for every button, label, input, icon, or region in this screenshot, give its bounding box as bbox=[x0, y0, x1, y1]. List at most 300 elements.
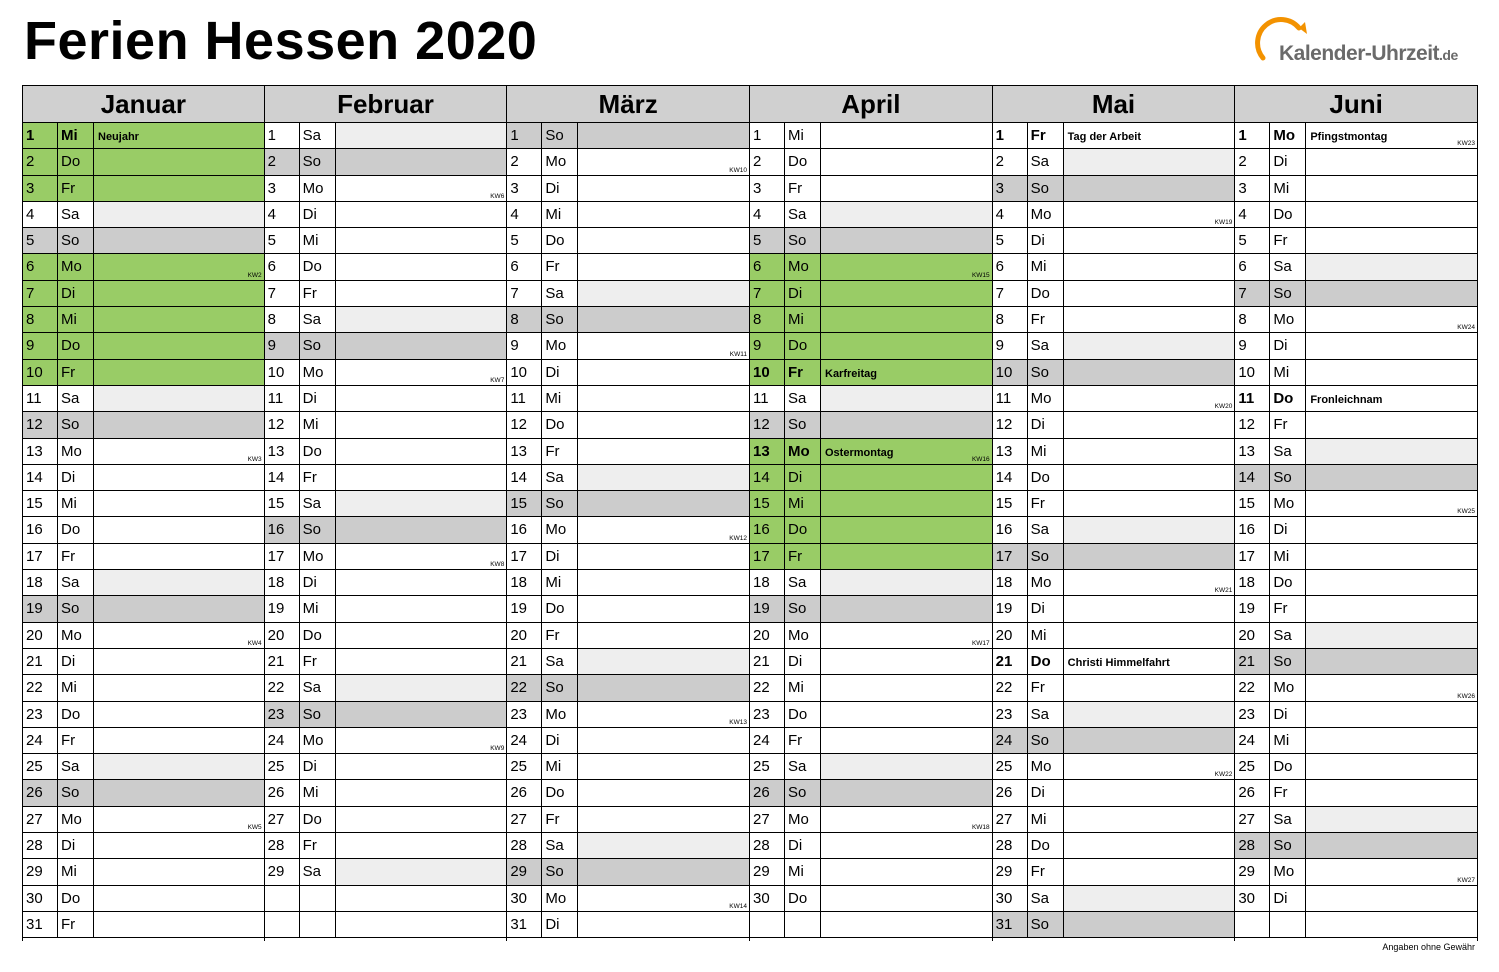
day-number: 30 bbox=[507, 886, 542, 911]
weekday: Mi bbox=[785, 675, 821, 700]
weekday: Di bbox=[542, 360, 578, 385]
day-row bbox=[507, 360, 749, 386]
day-row bbox=[23, 202, 264, 228]
day-note-cell bbox=[1306, 123, 1477, 148]
weekday: So bbox=[300, 333, 336, 358]
day-row bbox=[993, 360, 1235, 386]
day-number: 25 bbox=[507, 754, 542, 779]
day-note-cell bbox=[94, 702, 264, 727]
day-number: 16 bbox=[750, 517, 785, 542]
weekday: Sa bbox=[542, 281, 578, 306]
day-row bbox=[507, 859, 749, 885]
day-number: 10 bbox=[265, 360, 300, 385]
day-row bbox=[1235, 307, 1477, 333]
day-number: 18 bbox=[993, 570, 1028, 595]
day-number: 27 bbox=[1235, 807, 1270, 832]
day-note-cell bbox=[1064, 281, 1235, 306]
day-number: 13 bbox=[265, 439, 300, 464]
day-number: 8 bbox=[750, 307, 785, 332]
day-note-cell bbox=[1306, 702, 1477, 727]
day-number: 8 bbox=[993, 307, 1028, 332]
day-row bbox=[750, 675, 992, 701]
weekday: Fr bbox=[1028, 859, 1064, 884]
day-note-cell bbox=[1064, 307, 1235, 332]
holiday-label: Tag der Arbeit bbox=[1067, 131, 1141, 143]
day-number: 19 bbox=[507, 596, 542, 621]
day-number: 26 bbox=[993, 780, 1028, 805]
weekday: Fr bbox=[785, 544, 821, 569]
day-row bbox=[750, 176, 992, 202]
day-row bbox=[265, 281, 507, 307]
calendar-week-label: KW16 bbox=[971, 455, 990, 463]
calendar-week-label: KW11 bbox=[729, 350, 747, 358]
day-number: 4 bbox=[993, 202, 1028, 227]
weekday: Mi bbox=[1028, 807, 1064, 832]
day-number: 20 bbox=[993, 623, 1028, 648]
day-number: 26 bbox=[750, 780, 785, 805]
weekday: So bbox=[300, 702, 336, 727]
day-note-cell bbox=[336, 833, 507, 858]
weekday: Mi bbox=[1270, 728, 1306, 753]
day-number: 8 bbox=[1235, 307, 1270, 332]
day-row bbox=[23, 623, 264, 649]
weekday: Sa bbox=[542, 465, 578, 490]
weekday: Di bbox=[1270, 149, 1306, 174]
day-note-cell bbox=[821, 859, 992, 884]
day-row bbox=[23, 281, 264, 307]
day-row bbox=[23, 649, 264, 675]
day-note-cell bbox=[578, 649, 749, 674]
day-number: 3 bbox=[1235, 176, 1270, 201]
weekday: Do bbox=[1270, 386, 1306, 411]
calendar-week-label: KW15 bbox=[971, 271, 990, 279]
day-note-cell bbox=[578, 333, 749, 358]
day-note-cell bbox=[1306, 254, 1477, 279]
weekday: Fr bbox=[300, 833, 336, 858]
day-row bbox=[507, 491, 749, 517]
weekday: So bbox=[542, 675, 578, 700]
day-number: 21 bbox=[1235, 649, 1270, 674]
day-row bbox=[750, 702, 992, 728]
day-row bbox=[1235, 570, 1477, 596]
day-note-cell bbox=[336, 596, 507, 621]
day-note-cell bbox=[578, 570, 749, 595]
day-row bbox=[993, 123, 1235, 149]
day-row bbox=[1235, 439, 1477, 465]
day-number: 23 bbox=[23, 702, 58, 727]
day-number: 14 bbox=[750, 465, 785, 490]
day-number: 2 bbox=[750, 149, 785, 174]
day-note-cell bbox=[336, 123, 507, 148]
day-row bbox=[23, 333, 264, 359]
day-note-cell bbox=[578, 176, 749, 201]
weekday: Do bbox=[58, 517, 94, 542]
day-row bbox=[23, 754, 264, 780]
day-row bbox=[1235, 360, 1477, 386]
day-row bbox=[23, 491, 264, 517]
day-note-cell bbox=[1064, 544, 1235, 569]
day-number: 4 bbox=[750, 202, 785, 227]
day-row bbox=[265, 807, 507, 833]
day-row bbox=[265, 149, 507, 175]
weekday: Di bbox=[58, 465, 94, 490]
day-note-cell bbox=[94, 123, 264, 148]
day-note-cell bbox=[1064, 333, 1235, 358]
day-note-cell bbox=[336, 491, 507, 516]
day-row bbox=[1235, 465, 1477, 491]
day-row bbox=[23, 517, 264, 543]
day-row bbox=[507, 439, 749, 465]
day-note-cell bbox=[1064, 886, 1235, 911]
day-note-cell bbox=[821, 281, 992, 306]
day-row bbox=[750, 491, 992, 517]
day-note-cell bbox=[1306, 517, 1477, 542]
day-row bbox=[993, 544, 1235, 570]
day-number: 18 bbox=[507, 570, 542, 595]
day-row bbox=[993, 833, 1235, 859]
weekday: So bbox=[1028, 360, 1064, 385]
weekday: Mo bbox=[785, 439, 821, 464]
day-note-cell bbox=[821, 675, 992, 700]
day-number: 10 bbox=[993, 360, 1028, 385]
day-row bbox=[993, 517, 1235, 543]
day-number: 8 bbox=[265, 307, 300, 332]
day-number: 9 bbox=[993, 333, 1028, 358]
day-row bbox=[1235, 623, 1477, 649]
day-note-cell bbox=[94, 333, 264, 358]
weekday: Do bbox=[542, 412, 578, 437]
day-row bbox=[993, 702, 1235, 728]
day-note-cell bbox=[1306, 360, 1477, 385]
day-number: 23 bbox=[507, 702, 542, 727]
weekday: Sa bbox=[1028, 886, 1064, 911]
day-row bbox=[265, 176, 507, 202]
day-number: 18 bbox=[750, 570, 785, 595]
day-note-cell bbox=[821, 333, 992, 358]
month-column-mai bbox=[993, 86, 1236, 941]
day-number: 16 bbox=[993, 517, 1028, 542]
weekday: Do bbox=[542, 228, 578, 253]
day-number: 9 bbox=[23, 333, 58, 358]
day-number: 30 bbox=[993, 886, 1028, 911]
day-number: 22 bbox=[993, 675, 1028, 700]
day-row bbox=[23, 596, 264, 622]
weekday: Mo bbox=[300, 728, 336, 753]
day-note-cell bbox=[1064, 570, 1235, 595]
weekday bbox=[300, 912, 336, 937]
day-number: 5 bbox=[507, 228, 542, 253]
day-number: 17 bbox=[750, 544, 785, 569]
day-note-cell bbox=[1306, 833, 1477, 858]
day-row bbox=[265, 491, 507, 517]
weekday: So bbox=[542, 123, 578, 148]
weekday: Do bbox=[58, 702, 94, 727]
weekday: Do bbox=[785, 333, 821, 358]
day-number: 11 bbox=[750, 386, 785, 411]
day-number: 22 bbox=[750, 675, 785, 700]
day-note-cell bbox=[94, 202, 264, 227]
day-row bbox=[265, 886, 507, 912]
day-row bbox=[507, 886, 749, 912]
day-number: 21 bbox=[993, 649, 1028, 674]
day-number: 6 bbox=[265, 254, 300, 279]
day-row bbox=[1235, 833, 1477, 859]
day-row bbox=[265, 754, 507, 780]
day-note-cell bbox=[1064, 780, 1235, 805]
day-number: 29 bbox=[507, 859, 542, 884]
day-note-cell bbox=[1064, 491, 1235, 516]
weekday: Di bbox=[58, 833, 94, 858]
weekday: Mo bbox=[785, 807, 821, 832]
day-number: 15 bbox=[993, 491, 1028, 516]
weekday: Do bbox=[785, 702, 821, 727]
weekday: Fr bbox=[1270, 412, 1306, 437]
weekday: Di bbox=[1028, 596, 1064, 621]
weekday: Mo bbox=[785, 623, 821, 648]
weekday: Do bbox=[58, 149, 94, 174]
day-number: 19 bbox=[23, 596, 58, 621]
day-number: 30 bbox=[23, 886, 58, 911]
day-note-cell bbox=[578, 702, 749, 727]
weekday: So bbox=[1028, 728, 1064, 753]
holiday-label: Ostermontag bbox=[825, 446, 894, 459]
weekday: So bbox=[58, 780, 94, 805]
day-note-cell bbox=[578, 859, 749, 884]
weekday: Di bbox=[58, 281, 94, 306]
weekday: Fr bbox=[58, 544, 94, 569]
calendar-grid bbox=[22, 85, 1478, 941]
holiday-label: Fronleichnam bbox=[1310, 393, 1383, 406]
logo-name: Kalender-Uhrzeit bbox=[1279, 42, 1440, 65]
weekday: Mi bbox=[785, 859, 821, 884]
day-row bbox=[507, 544, 749, 570]
holiday-label: Pfingstmontag bbox=[1310, 131, 1388, 143]
day-number: 31 bbox=[507, 912, 542, 937]
day-number bbox=[265, 886, 300, 911]
day-row bbox=[1235, 649, 1477, 675]
calendar-week-label: KW27 bbox=[1457, 876, 1475, 884]
day-row bbox=[1235, 912, 1477, 938]
day-note-cell bbox=[1064, 596, 1235, 621]
day-note-cell bbox=[1306, 439, 1477, 464]
day-number: 7 bbox=[23, 281, 58, 306]
weekday: So bbox=[1028, 912, 1064, 937]
weekday: Do bbox=[1028, 649, 1064, 674]
day-note-cell bbox=[336, 754, 507, 779]
day-note-cell bbox=[94, 675, 264, 700]
day-note-cell bbox=[94, 465, 264, 490]
day-note-cell bbox=[821, 780, 992, 805]
month-header: März bbox=[507, 86, 749, 123]
day-row bbox=[750, 228, 992, 254]
day-number: 27 bbox=[750, 807, 785, 832]
day-note-cell bbox=[578, 807, 749, 832]
holiday-label: Karfreitag bbox=[825, 367, 877, 380]
day-note-cell bbox=[336, 307, 507, 332]
day-number: 18 bbox=[265, 570, 300, 595]
day-note-cell bbox=[821, 123, 992, 148]
day-note-cell bbox=[578, 254, 749, 279]
weekday: Fr bbox=[542, 439, 578, 464]
day-note-cell bbox=[94, 228, 264, 253]
weekday: Mo bbox=[1270, 307, 1306, 332]
weekday: Sa bbox=[785, 386, 821, 411]
day-number: 1 bbox=[993, 123, 1028, 148]
day-row bbox=[507, 228, 749, 254]
day-number: 30 bbox=[750, 886, 785, 911]
weekday: Sa bbox=[300, 859, 336, 884]
day-number: 27 bbox=[507, 807, 542, 832]
day-note-cell bbox=[578, 886, 749, 911]
logo-tld: .de bbox=[1439, 47, 1458, 63]
day-number: 12 bbox=[750, 412, 785, 437]
day-row bbox=[507, 517, 749, 543]
day-number: 9 bbox=[750, 333, 785, 358]
weekday: Fr bbox=[785, 176, 821, 201]
day-number: 1 bbox=[23, 123, 58, 148]
day-number: 12 bbox=[1235, 412, 1270, 437]
day-row bbox=[993, 859, 1235, 885]
day-number: 19 bbox=[993, 596, 1028, 621]
day-row bbox=[1235, 176, 1477, 202]
day-note-cell bbox=[94, 386, 264, 411]
day-number: 25 bbox=[23, 754, 58, 779]
day-row bbox=[750, 123, 992, 149]
day-number: 1 bbox=[265, 123, 300, 148]
day-row bbox=[1235, 780, 1477, 806]
calendar-week-label: KW25 bbox=[1457, 508, 1475, 516]
weekday: Do bbox=[542, 780, 578, 805]
day-note-cell bbox=[1306, 228, 1477, 253]
day-note-cell bbox=[578, 307, 749, 332]
month-column-februar bbox=[265, 86, 508, 941]
day-row bbox=[750, 333, 992, 359]
day-note-cell bbox=[336, 439, 507, 464]
day-number: 4 bbox=[1235, 202, 1270, 227]
weekday: Di bbox=[542, 912, 578, 937]
calendar-week-label: KW14 bbox=[729, 902, 747, 910]
day-note-cell bbox=[1306, 807, 1477, 832]
day-number: 7 bbox=[993, 281, 1028, 306]
day-number: 2 bbox=[23, 149, 58, 174]
day-number: 26 bbox=[265, 780, 300, 805]
day-note-cell bbox=[336, 281, 507, 306]
weekday: Mo bbox=[542, 333, 578, 358]
day-note-cell bbox=[1064, 439, 1235, 464]
day-number: 23 bbox=[265, 702, 300, 727]
day-note-cell bbox=[821, 254, 992, 279]
day-row bbox=[1235, 149, 1477, 175]
weekday: Di bbox=[785, 281, 821, 306]
day-row bbox=[1235, 254, 1477, 280]
calendar-week-label: KW3 bbox=[247, 455, 262, 463]
day-row bbox=[1235, 386, 1477, 412]
weekday: Di bbox=[300, 386, 336, 411]
day-note-cell bbox=[336, 807, 507, 832]
day-row bbox=[993, 281, 1235, 307]
day-note-cell bbox=[94, 912, 264, 937]
weekday: Sa bbox=[1028, 517, 1064, 542]
day-row bbox=[507, 176, 749, 202]
day-number: 3 bbox=[750, 176, 785, 201]
day-number: 22 bbox=[1235, 675, 1270, 700]
day-row bbox=[750, 439, 992, 465]
day-row bbox=[993, 491, 1235, 517]
weekday: Di bbox=[785, 649, 821, 674]
weekday: Do bbox=[300, 807, 336, 832]
weekday: So bbox=[58, 412, 94, 437]
day-row bbox=[23, 149, 264, 175]
day-row bbox=[1235, 281, 1477, 307]
weekday: Mo bbox=[542, 517, 578, 542]
day-number: 13 bbox=[1235, 439, 1270, 464]
calendar-week-label: KW4 bbox=[247, 639, 262, 647]
day-row bbox=[507, 281, 749, 307]
month-header: Juni bbox=[1235, 86, 1477, 123]
day-note-cell bbox=[1064, 123, 1235, 148]
day-row bbox=[750, 623, 992, 649]
day-number: 26 bbox=[1235, 780, 1270, 805]
day-note-cell bbox=[821, 202, 992, 227]
day-note-cell bbox=[1306, 623, 1477, 648]
day-row bbox=[23, 833, 264, 859]
day-number bbox=[265, 912, 300, 937]
weekday: Do bbox=[58, 333, 94, 358]
day-row bbox=[265, 859, 507, 885]
weekday: Mo bbox=[1028, 570, 1064, 595]
day-note-cell bbox=[1306, 728, 1477, 753]
logo[interactable] bbox=[1255, 16, 1485, 74]
weekday: Di bbox=[542, 176, 578, 201]
day-row bbox=[750, 254, 992, 280]
weekday: Mo bbox=[1028, 202, 1064, 227]
weekday: Mi bbox=[58, 859, 94, 884]
day-note-cell bbox=[1306, 149, 1477, 174]
day-row bbox=[23, 780, 264, 806]
day-number: 5 bbox=[23, 228, 58, 253]
day-row bbox=[1235, 702, 1477, 728]
weekday bbox=[300, 886, 336, 911]
day-row bbox=[750, 833, 992, 859]
weekday: Sa bbox=[542, 833, 578, 858]
day-note-cell bbox=[1306, 649, 1477, 674]
weekday: Di bbox=[300, 754, 336, 779]
day-number: 12 bbox=[23, 412, 58, 437]
day-note-cell bbox=[821, 833, 992, 858]
day-number: 29 bbox=[1235, 859, 1270, 884]
day-number: 8 bbox=[23, 307, 58, 332]
weekday: Do bbox=[1270, 202, 1306, 227]
day-row bbox=[993, 439, 1235, 465]
day-number: 24 bbox=[1235, 728, 1270, 753]
day-number: 10 bbox=[1235, 360, 1270, 385]
calendar-week-label: KW24 bbox=[1457, 324, 1475, 332]
day-number: 22 bbox=[265, 675, 300, 700]
day-note-cell bbox=[1306, 491, 1477, 516]
day-number: 15 bbox=[1235, 491, 1270, 516]
day-note-cell bbox=[336, 886, 507, 911]
day-note-cell bbox=[578, 754, 749, 779]
day-note-cell bbox=[821, 412, 992, 437]
weekday: So bbox=[1028, 544, 1064, 569]
day-number: 5 bbox=[993, 228, 1028, 253]
weekday: Sa bbox=[58, 202, 94, 227]
day-note-cell bbox=[1064, 176, 1235, 201]
day-row bbox=[750, 360, 992, 386]
day-note-cell bbox=[94, 281, 264, 306]
day-row bbox=[265, 649, 507, 675]
day-row bbox=[750, 149, 992, 175]
